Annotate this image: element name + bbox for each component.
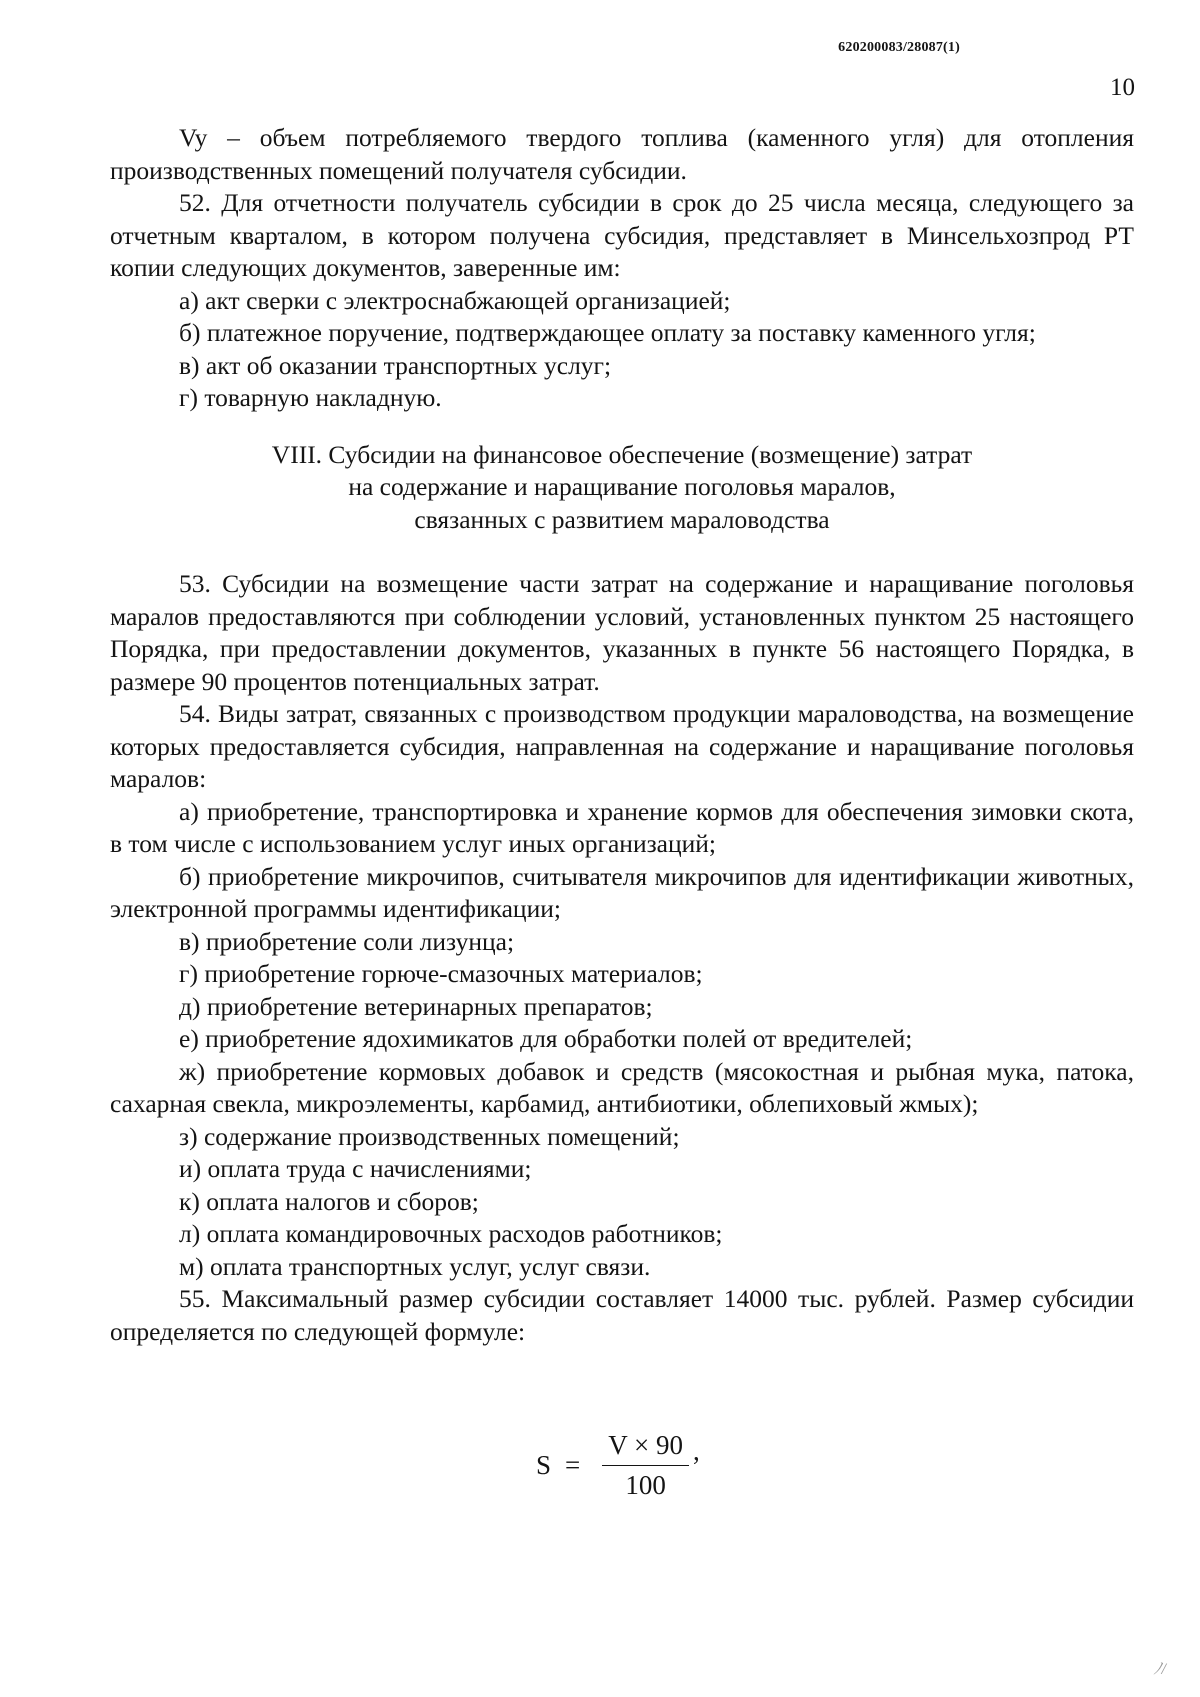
- formula-comma: ,: [693, 1436, 700, 1466]
- list-item: а) приобретение, транспортировка и хранение кормов для обеспечения зимовки скота, в том числе с использованием услуг иных организаций;: [110, 796, 1134, 858]
- list-item: ж) приобретение кормовых добавок и средств (мясокостная и рыбная мука, патока, сахарная свекла, микроэлементы, карбамид, антибиотики, облепиховый жмых);: [110, 1056, 1134, 1118]
- list-item: л) оплата командировочных расходов работников;: [179, 1219, 723, 1248]
- list-item: и) оплата труда с начислениями;: [179, 1154, 532, 1183]
- page-number: 10: [1110, 74, 1135, 101]
- formula-lhs: S: [536, 1450, 552, 1480]
- list-item: в) акт об оказании транспортных услуг;: [179, 350, 612, 380]
- section-title-line: связанных с развитием мараловодства: [414, 504, 830, 534]
- paragraph-55: 55. Максимальный размер субсидии составляет 14000 тыс. рублей. Размер субсидии определяется по следующей формуле:: [110, 1284, 1134, 1346]
- section-title-line: VIII. Субсидии на финансовое обеспечение (возмещение) затрат: [271, 439, 973, 469]
- formula-numerator: V × 90: [602, 1430, 689, 1466]
- document-id: 620200083/28087(1): [838, 40, 960, 55]
- formula-denominator: 100: [625, 1470, 666, 1500]
- list-item: д) приобретение ветеринарных препаратов;: [179, 991, 653, 1021]
- document-body: [110, 122, 1134, 1348]
- list-item: в) приобретение соли лизунца;: [179, 926, 515, 956]
- list-item: а) акт сверки с электроснабжающей организацией;: [179, 285, 731, 315]
- list-item: б) приобретение микрочипов, считывателя микрочипов для идентификации животных, электронной программы идентификации;: [110, 861, 1134, 923]
- list-item: к) оплата налогов и сборов;: [179, 1186, 479, 1216]
- handwritten-mark: ﾉ/: [1153, 1661, 1166, 1678]
- list-item: г) товарную накладную.: [179, 383, 442, 412]
- paragraph-53: 53. Субсидии на возмещение части затрат на содержание и наращивание поголовья маралов предоставляются при соблюдении условий, установленных пунктом 25 настоящего Порядка, при предоставлении документов, указанных в пункте 56 настоящего Порядка, в размере 90 процентов потенциальных затрат.: [110, 569, 1134, 696]
- list-item: г) приобретение горюче-смазочных материалов;: [179, 959, 703, 988]
- list-item: з) содержание производственных помещений;: [179, 1121, 680, 1151]
- subsidy-formula: [536, 1430, 700, 1501]
- paragraph-54: 54. Виды затрат, связанных с производством продукции мараловодства, на возмещение которых предоставляется субсидия, направленная на содержание и наращивание поголовья маралов:: [110, 699, 1134, 793]
- formula-fraction: [602, 1430, 689, 1501]
- list-item: м) оплата транспортных услуг, услуг связи.: [179, 1251, 651, 1281]
- paragraph-52: 52. Для отчетности получатель субсидии в срок до 25 числа месяца, следующего за отчетным кварталом, в котором получена субсидия, представляет в Минсельхозпрод РТ копии следующих документов, заверенные им:: [110, 188, 1134, 282]
- formula-equals: =: [565, 1450, 581, 1480]
- section-title-line: на содержание и наращивание поголовья маралов,: [348, 472, 896, 501]
- list-item: б) платежное поручение, подтверждающее оплату за поставку каменного угля;: [179, 318, 1036, 347]
- list-item: е) приобретение ядохимикатов для обработки полей от вредителей;: [179, 1024, 913, 1053]
- section-title: [110, 439, 1134, 537]
- paragraph-vy-definition: Vy – объем потребляемого твердого топлива (каменного угля) для отопления производственных помещений получателя субсидии.: [110, 123, 1134, 185]
